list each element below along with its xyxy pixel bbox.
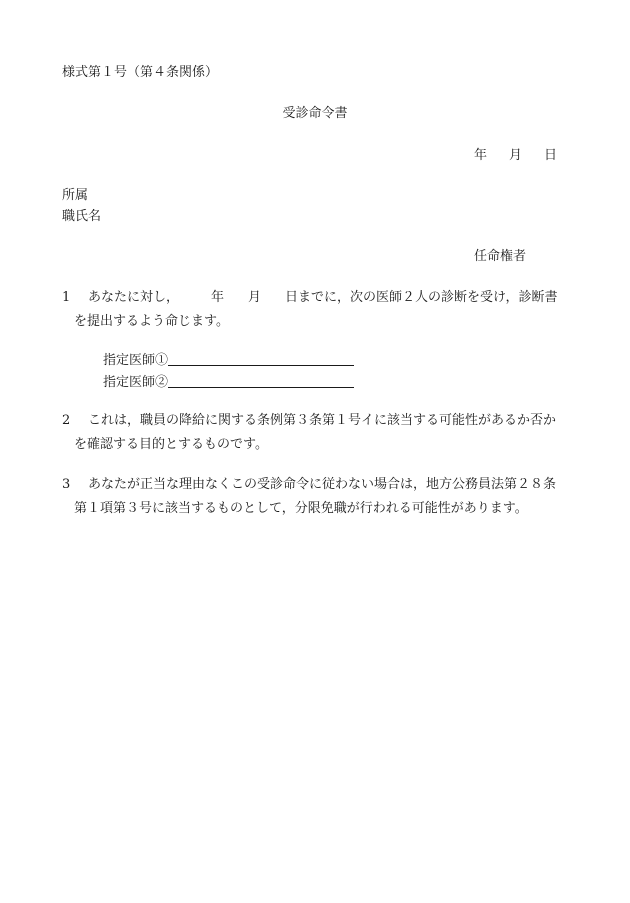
- doctor-name-blank: [168, 351, 354, 366]
- date-year-label: 年: [474, 148, 488, 163]
- paragraph-text: これは，職員の降給に関する条例第３条第１号イに該当する可能性があるか否か: [88, 413, 557, 428]
- date-month-label: 月: [509, 148, 523, 163]
- designated-doctor-1: [103, 351, 354, 367]
- paragraph-number: 3: [62, 477, 71, 492]
- paragraph-continuation: を確認する目的とするものです。: [74, 437, 268, 452]
- designated-doctor-2: [103, 373, 354, 389]
- date-day-label: 日: [544, 148, 558, 163]
- paragraph-3: [62, 473, 582, 521]
- paragraph-number: 1: [62, 290, 71, 305]
- designated-doctor-label: 指定医師①: [103, 353, 169, 368]
- paragraph-text: あなたに対し，: [88, 290, 180, 305]
- paragraph-text: 日までに，次の医師２人の診断を受け，診断書: [285, 290, 558, 305]
- name-title-label: 職氏名: [62, 209, 102, 224]
- document-title: 受診命令書: [282, 106, 348, 121]
- appointer-label: 任命権者: [474, 249, 527, 264]
- paragraph-text: あなたが正当な理由なくこの受診命令に従わない場合は，地方公務員法第２８条: [88, 477, 557, 492]
- paragraph-number: 2: [62, 413, 71, 428]
- paragraph-1: [62, 286, 582, 334]
- deadline-month-label: 月: [248, 290, 262, 305]
- paragraph-2: [62, 409, 582, 457]
- affiliation-label: 所属: [62, 188, 89, 203]
- form-number: 様式第１号（第４条関係）: [62, 65, 219, 80]
- designated-doctor-label: 指定医師②: [103, 375, 169, 390]
- doctor-name-blank: [168, 373, 354, 388]
- paragraph-continuation: を提出するよう命じます。: [74, 314, 229, 329]
- paragraph-continuation: 第１項第３号に該当するものとして，分限免職が行われる可能性があります。: [74, 501, 528, 516]
- deadline-year-label: 年: [211, 290, 225, 305]
- date-line: [474, 149, 557, 162]
